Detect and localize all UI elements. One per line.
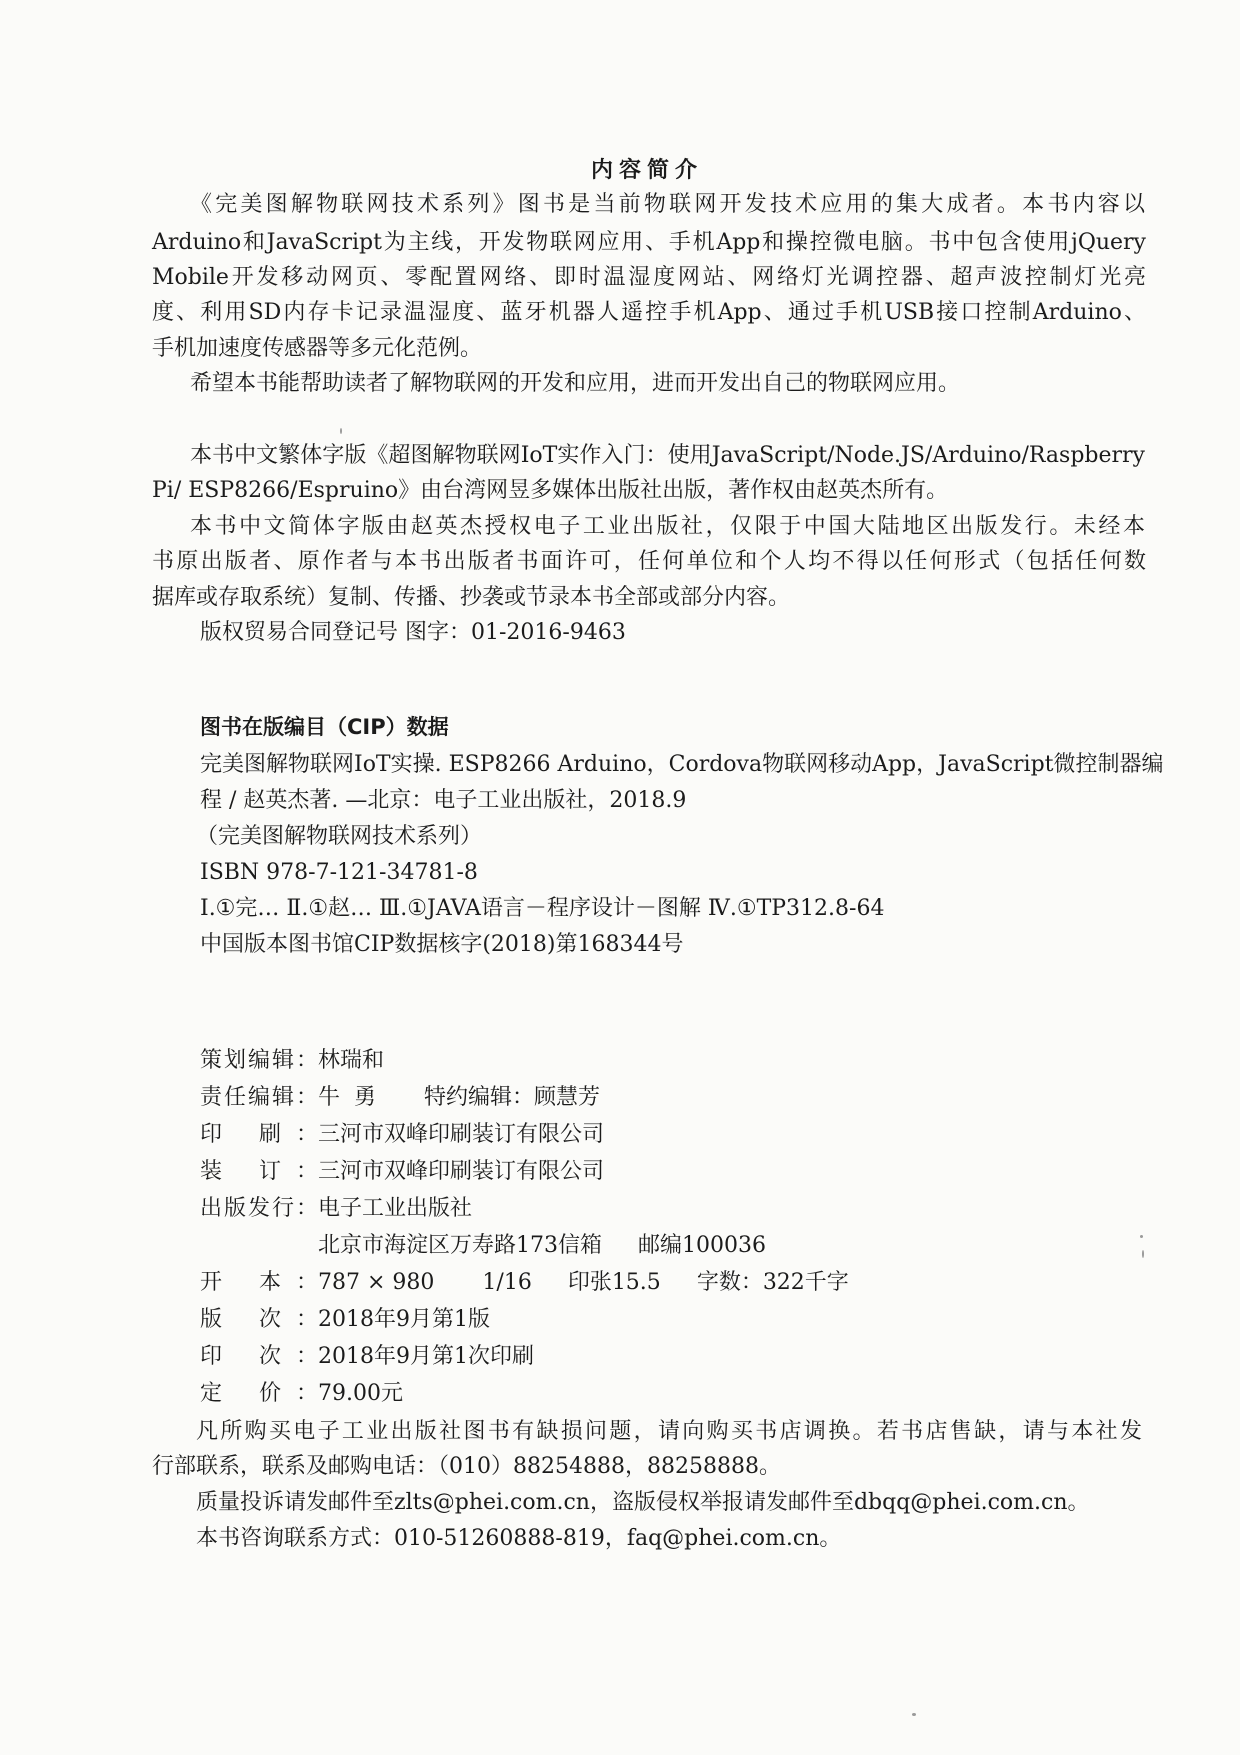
- word-count-value: 字数：322千字: [696, 1270, 849, 1295]
- planning-editor-value: 林瑞和: [318, 1048, 385, 1073]
- imprint-binding: [200, 1157, 604, 1187]
- cip-line1: 完美图解物联网IoT实操. ESP8266 Arduino，Cordova物联网移动App，JavaScript微控制器编: [200, 752, 1164, 777]
- imprint-edition: [200, 1305, 490, 1335]
- sheets-value: 印张15.5: [567, 1270, 661, 1295]
- postcode-value: 邮编100036: [638, 1233, 766, 1258]
- summary-title: 内容简介: [591, 158, 704, 183]
- publisher-value: 电子工业出版社: [318, 1196, 473, 1221]
- cip-line3: （完美图解物联网技术系列）: [196, 824, 483, 849]
- contact-defect-line1: 凡所购买电子工业出版社图书有缺损问题，请向购买书店调换。若书店售缺，请与本社发: [196, 1419, 1142, 1444]
- price-label: 定 价：: [200, 1381, 318, 1406]
- copyright-registration: 版权贸易合同登记号 图字：01-2016-9463: [200, 620, 626, 645]
- impression-value: 2018年9月第1次印刷: [318, 1344, 534, 1369]
- summary-para1-line2: Arduino和JavaScript为主线，开发物联网应用、手机App和操控微电脑。书中包含使用jQuery: [152, 230, 1146, 255]
- summary-para1-line5: 手机加速度传感器等多元化范例。: [152, 336, 483, 361]
- edition-value: 2018年9月第1版: [318, 1307, 490, 1332]
- imprint-format: [200, 1268, 849, 1298]
- copyright-para2-line1: 本书中文简体字版由赵英杰授权电子工业出版社，仅限于中国大陆地区出版发行。未经本: [190, 514, 1145, 539]
- cip-classification: Ⅰ.①完… Ⅱ.①赵… Ⅲ.①JAVA语言－程序设计－图解 Ⅳ.①TP312.8-64: [200, 896, 885, 921]
- summary-para1-line1: 《完美图解物联网技术系列》图书是当前物联网开发技术应用的集大成者。本书内容以: [190, 192, 1145, 217]
- imprint-responsible-editor: [200, 1083, 600, 1113]
- publisher-label: 出版发行：: [200, 1196, 318, 1221]
- price-value: 79.00元: [318, 1381, 403, 1406]
- contact-consult: 本书咨询联系方式：010-51260888-819，faq@phei.com.cn。: [196, 1526, 842, 1551]
- cip-line2: 程 / 赵英杰著. —北京：电子工业出版社，2018.9: [200, 788, 687, 813]
- cip-record-number: 中国版本图书馆CIP数据核字(2018)第168344号: [200, 932, 684, 957]
- summary-para2: 希望本书能帮助读者了解物联网的开发和应用，进而开发出自己的物联网应用。: [190, 371, 961, 396]
- binding-label: 装 订：: [200, 1159, 318, 1184]
- copyright-para2-line2: 书原出版者、原作者与本书出版者书面许可，任何单位和个人均不得以任何形式（包括任何数: [152, 549, 1146, 574]
- scan-speck: [340, 428, 342, 434]
- address-value: 北京市海淀区万寿路173信箱: [318, 1233, 602, 1258]
- imprint-publisher: [200, 1194, 472, 1224]
- contact-complaint: 质量投诉请发邮件至zlts@phei.com.cn，盗版侵权举报请发邮件至dbqq@phei.com.cn。: [196, 1490, 1090, 1515]
- printing-label: 印 刷：: [200, 1122, 318, 1147]
- format-value: 787 × 980: [318, 1270, 435, 1295]
- contact-defect-line2: 行部联系，联系及邮购电话：（010）88254888，88258888。: [152, 1454, 781, 1479]
- format-label: 开 本：: [200, 1270, 318, 1295]
- imprint-impression: [200, 1342, 534, 1372]
- imprint-printing: [200, 1120, 604, 1150]
- impression-label: 印 次：: [200, 1344, 318, 1369]
- summary-para1-line3: Mobile开发移动网页、零配置网络、即时温湿度网站、网络灯光调控器、超声波控制灯光亮: [152, 265, 1146, 290]
- cip-isbn: ISBN 978-7-121-34781-8: [200, 860, 478, 885]
- scan-speck: [1142, 1250, 1144, 1258]
- binding-value: 三河市双峰印刷装订有限公司: [318, 1159, 605, 1184]
- imprint-price: [200, 1379, 403, 1409]
- responsible-editor-label: 责任编辑：: [200, 1085, 318, 1110]
- copyright-para2-line3: 据库或存取系统）复制、传播、抄袭或节录本书全部或部分内容。: [152, 585, 791, 610]
- scan-speck: [1140, 1235, 1143, 1238]
- imprint-planning-editor: [200, 1046, 384, 1076]
- imprint-address: [318, 1231, 766, 1261]
- responsible-editor-value: 牛 勇: [318, 1085, 376, 1110]
- printing-value: 三河市双峰印刷装订有限公司: [318, 1122, 605, 1147]
- cip-heading: 图书在版编目（CIP）数据: [200, 715, 449, 739]
- edition-label: 版 次：: [200, 1307, 318, 1332]
- special-editor-label: 特约编辑：: [424, 1085, 535, 1110]
- summary-para1-line4: 度、利用SD内存卡记录温湿度、蓝牙机器人遥控手机App、通过手机USB接口控制Arduino、: [152, 300, 1146, 325]
- format-fold: 1/16: [482, 1270, 532, 1295]
- copyright-para1-line1: 本书中文繁体字版《超图解物联网IoT实作入门：使用JavaScript/Node.JS/Arduino/Raspberry: [190, 443, 1145, 468]
- copyright-para1-line2: Pi/ ESP8266/Espruino》由台湾网昱多媒体出版社出版，著作权由赵英杰所有。: [152, 478, 949, 503]
- scan-speck: [912, 1713, 916, 1716]
- planning-editor-label: 策划编辑：: [200, 1048, 318, 1073]
- special-editor-value: 顾慧芳: [534, 1085, 601, 1110]
